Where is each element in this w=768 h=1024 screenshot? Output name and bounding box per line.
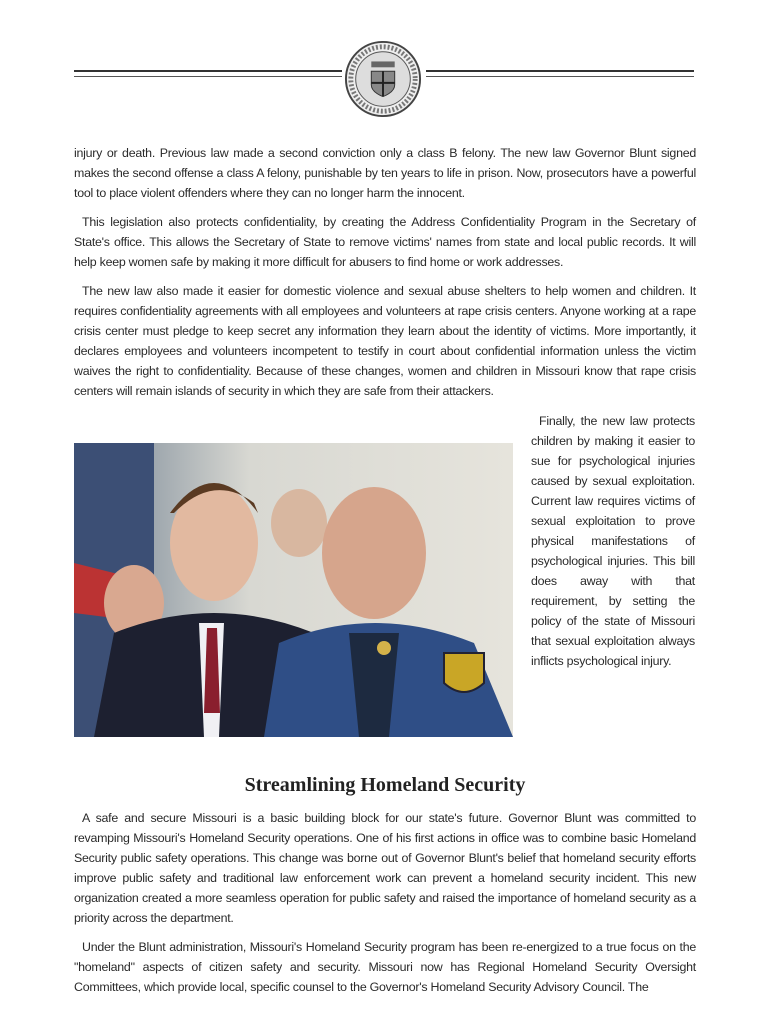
bottom-text-block: [74, 808, 696, 1006]
state-seal-icon: [344, 40, 422, 118]
section-heading: Streamlining Homeland Security: [244, 774, 526, 796]
paragraph: injury or death. Previous law made a second conviction only a class B felony. The new law Governor Blunt signed makes the second offense a class A felony, punishable by ten years to life in prison. Now, prosecutors have a powerful tool to place violent offenders where they can no longer harm the innocent.: [74, 146, 696, 200]
paragraph: Under the Blunt administration, Missouri's Homeland Security program has been re-energized to a true focus on the "homeland" aspects of citizen safety and security. Missouri now has Regional Homeland Security Oversight Committees, which provide local, specific counsel to the Governor's Homeland Security Advisory Council. The: [74, 940, 696, 994]
header-rule-left: [74, 70, 342, 77]
paragraph: The new law also made it easier for domestic violence and sexual abuse shelters to help women and children. It requires confidentiality agreements with all employees and volunteers at rape crisis centers. Anyone working at a rape crisis center must pledge to keep secret any information they learn about the identity of victims. More importantly, it declares employees and volunteers incompetent to testify in court about confidential information unless the victim waives the right to confidentiality. Because of these changes, women and children in Missouri know that rape crisis centers will remain islands of security in which they are safe from their attackers.: [74, 284, 696, 398]
press-conference-photo: [74, 443, 513, 737]
paragraph: This legislation also protects confidentiality, by creating the Address Confidentiality Program in the Secretary of State's office. This allows the Secretary of State to remove victims' names from state and local public records. It will help keep women safe by making it more difficult for abusers to find home or work addresses.: [74, 215, 696, 269]
side-text-block: [531, 411, 695, 680]
header-rule-right: [426, 70, 694, 77]
paragraph: Finally, the new law protects children by making it easier to sue for psychological injuries caused by sexual exploitation. Current law requires victims of sexual exploitation to prove physical manifestations of psychological injuries. This bill does away with that requirement, by setting the policy of the state of Missouri that sexual exploitation always inflicts psychological injury.: [531, 414, 695, 668]
paragraph: A safe and secure Missouri is a basic building block for our state's future. Governor Blunt was committed to revamping Missouri's Homeland Security operations. One of his first actions in office was to combine basic Homeland Security public safety operations. This change was borne out of Governor Blunt's belief that homeland security efforts improve public safety and traditional law enforcement work can prevent a homeland security incident. This new organization created a more seamless operation for public safety and raised the importance of homeland security as a priority across the department.: [74, 811, 696, 925]
top-text-block: [74, 143, 696, 410]
